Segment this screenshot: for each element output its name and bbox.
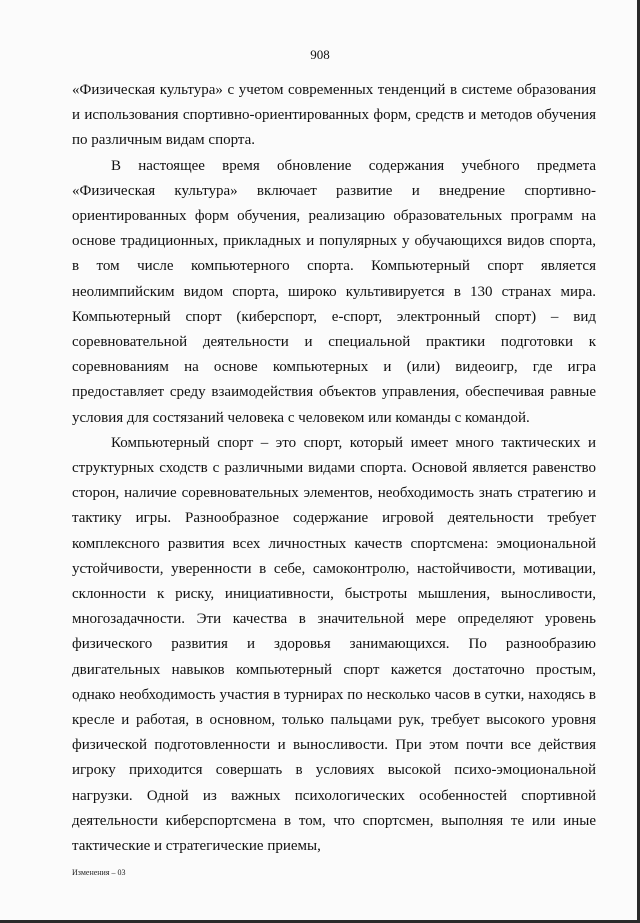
paragraph-esports-qualities: Компьютерный спорт – это спорт, который имеет много тактических и структурных сходств с различными видами спорта. Основой является равенство сторон, наличие соревновательных элементов, необходимость знать стратегию и тактику игры. Разнообразное содержание игровой деятельности требует комплексного развития всех личностных качеств спортсмена: эмоциональной устойчивости, уверенности в себе, самоконтролю, настойчивости, мотивации, склонности к риску, инициативности, быстроты мышления, выносливости, многозадачности. Эти качества в значительной мере определяют уровень физического развития и здоровья занимающихся. По разнообразию двигательных навыков компьютерный спорт кажется достаточно простым, однако необходимость участия в турнирах по несколько часов в сутки, находясь в кресле и работая, в основном, только пальцами рук, требует высокого уровня физической подготовленности и выносливости. При этом почти все действия игроку приходится совершать в условиях высокой психо-эмоциональной нагрузки. Одной из важных психологических особенностей спортивной деятельности киберспортсмена в том, что спортсмен, выполняя те или иные тактические и стратегические приемы, [72,434,596,855]
page-number: 908 [310,47,330,62]
body-text [72,78,596,859]
revision-note: Изменения – 03 [72,868,126,877]
paragraph-continuation: «Физическая культура» с учетом современных тенденций в системе образования и использования спортивно-ориентированных форм, средств и методов обучения по различным видам спорта. [72,82,596,149]
paragraph-content-update: В настоящее время обновление содержания учебного предмета «Физическая культура» включает развитие и внедрение спортивно-ориентированных форм обучения, реализацию образовательных программ на основе традиционных, прикладных и популярных у обучающихся видов спорта, в том числе компьютерного спорта. Компьютерный спорт является неолимпийским видом спорта, широко культивируется в 130 странах мира. Компьютерный спорт (киберспорт, е-спорт, электронный спорт) – вид соревновательной деятельности и специальной практики подготовки к соревнованиям на основе компьютерных и (или) видеоигр, где игра предоставляет среду взаимодействия объектов управления, обеспечивая равные условия для состязаний человека с человеком или команды с командой. [72,157,596,426]
